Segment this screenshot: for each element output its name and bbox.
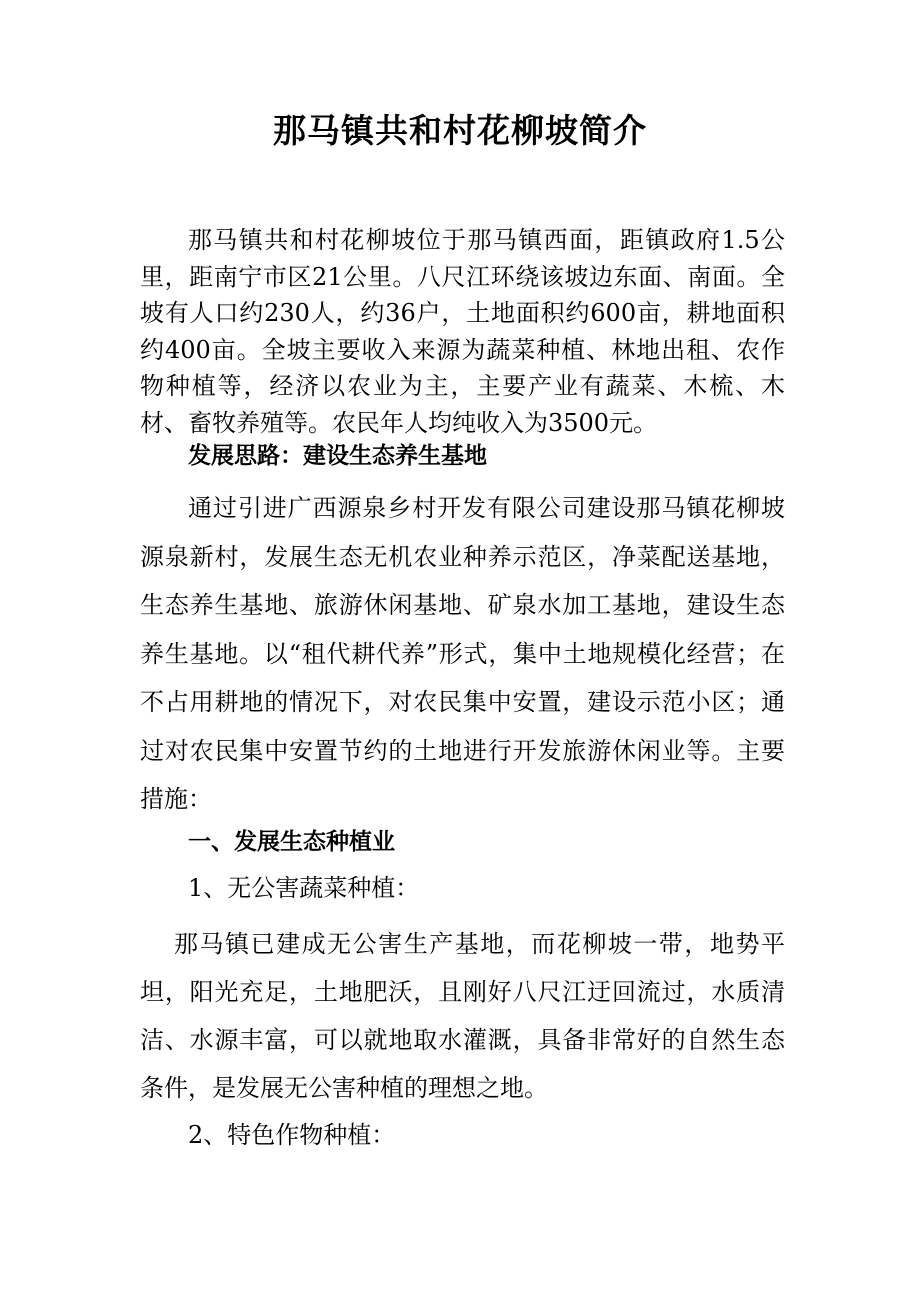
document-title: 那马镇共和村花柳坡简介 <box>273 111 647 150</box>
section-heading-ecological-planting: 一、发展生态种植业 <box>188 829 395 855</box>
item-label-specialty-crops: 2、特色作物种植： <box>188 1121 396 1149</box>
intro-paragraph: 那马镇共和村花柳坡位于那马镇西面，距镇政府1.5公里，距南宁市区21公里。八尺江环绕该坡边东面、南面。全坡有人口约230人，约36户，土地面积约600亩，耕地面积约400亩。全坡主要收入来源为蔬菜种植、林地出租、农作物种植等，经济以农业为主，主要产业有蔬菜、木梳、木材、畜牧养殖等。农民年人均纯收入为3500元。 <box>140 226 785 437</box>
development-paragraph: 通过引进广西源泉乡村开发有限公司建设那马镇花柳坡源泉新村，发展生态无机农业种养示范区，净菜配送基地，生态养生基地、旅游休闲基地、矿泉水加工基地，建设生态养生基地。以“租代耕代养”形式，集中土地规模化经营；在不占用耕地的情况下，对农民集中安置，建设示范小区；通过对农民集中安置节约的土地进行开发旅游休闲业等。主要措施： <box>140 494 785 813</box>
development-heading: 发展思路：建设生态养生基地 <box>188 443 487 469</box>
item-label-vegetable-planting: 1、无公害蔬菜种植： <box>188 874 420 902</box>
vegetable-planting-paragraph: 那马镇已建成无公害生产基地，而花柳坡一带，地势平坦，阳光充足，土地肥沃，且刚好八尺江迂回流过，水质清洁、水源丰富，可以就地取水灌溉，具备非常好的自然生态条件，是发展无公害种植的理想之地。 <box>140 930 785 1102</box>
